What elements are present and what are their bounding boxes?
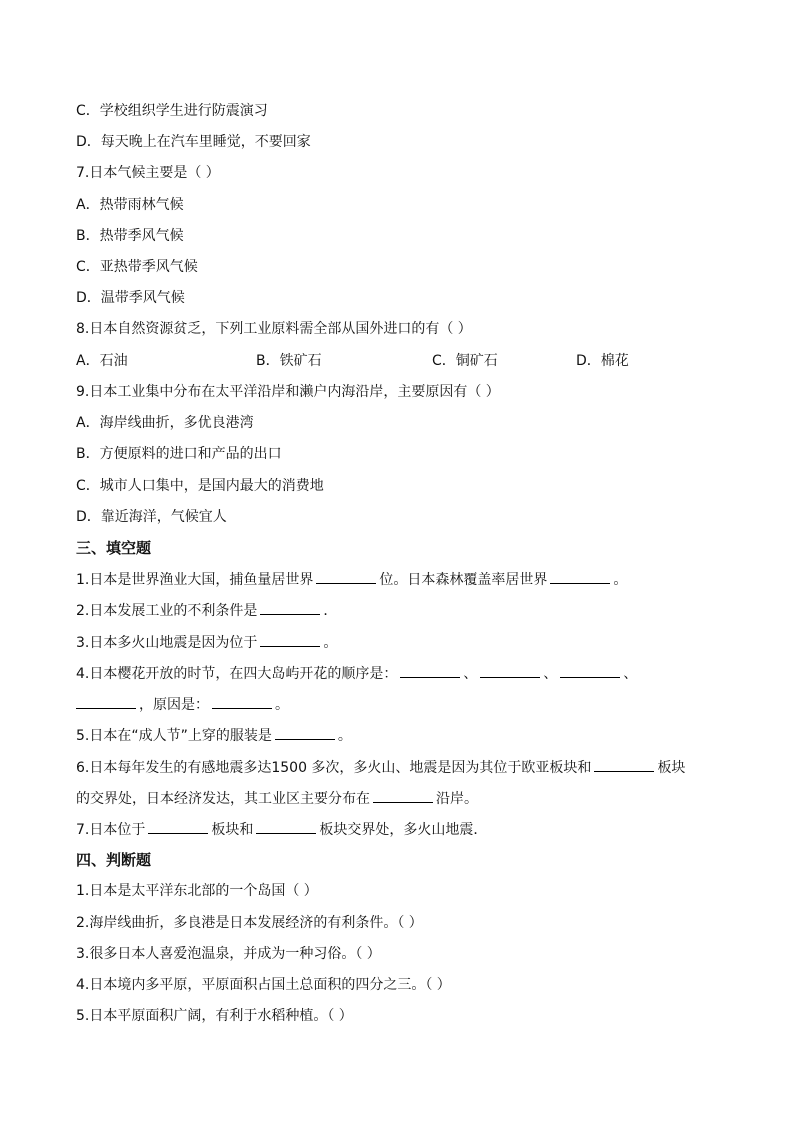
judge-question-1: 1.日本是太平洋东北部的一个岛国（ ）	[76, 883, 318, 899]
fill-question-3: 3.日本多火山地震是因为位于 。	[76, 632, 337, 653]
q9-option-c: C．城市人口集中，是国内最大的消费地	[76, 478, 324, 494]
q8-option-a: A．石油	[76, 353, 128, 369]
q7-option-b: B．热带季风气候	[76, 228, 184, 244]
answer-blank	[148, 819, 208, 834]
q9-option-a: A．海岸线曲折，多优良港湾	[76, 415, 254, 431]
answer-blank	[212, 694, 272, 709]
judge-question-2: 2.海岸线曲折，多良港是日本发展经济的有利条件。（ ）	[76, 915, 423, 931]
answer-blank	[316, 569, 376, 584]
answer-blank	[373, 788, 433, 803]
answer-blank	[480, 663, 540, 678]
answer-blank	[275, 725, 335, 740]
answer-blank	[260, 632, 320, 647]
q7-option-c: C．亚热带季风气候	[76, 259, 198, 275]
fill-question-6-cont: 的交界处，日本经济发达，其工业区主要分布在 沿岸。	[76, 788, 478, 809]
q6-option-c: C．学校组织学生进行防震演习	[76, 103, 268, 119]
fill-question-6: 6.日本每年发生的有感地震多达1500 多次，多火山、地震是因为其位于欧亚板块和 板块	[76, 757, 685, 778]
answer-blank	[400, 663, 460, 678]
answer-blank	[560, 663, 620, 678]
fill-question-1: 1.日本是世界渔业大国，捕鱼量居世界 位。日本森林覆盖率居世界 。	[76, 569, 627, 590]
fill-question-7: 7.日本位于 板块和 板块交界处，多火山地震．	[76, 819, 487, 840]
q7-option-a: A．热带雨林气候	[76, 197, 184, 213]
judge-question-5: 5.日本平原面积广阔，有利于水稻种植。（ ）	[76, 1008, 353, 1024]
q9-option-b: B．方便原料的进口和产品的出口	[76, 446, 282, 462]
answer-blank	[594, 757, 654, 772]
answer-blank	[76, 694, 136, 709]
section4-title: 四、判断题	[76, 851, 152, 869]
judge-question-4: 4.日本境内多平原，平原面积占国土总面积的四分之三。（ ）	[76, 977, 451, 993]
answer-blank	[256, 819, 316, 834]
judge-question-3: 3.很多日本人喜爱泡温泉，并成为一种习俗。（ ）	[76, 946, 381, 962]
q7-stem: 7.日本气候主要是（ ）	[76, 165, 220, 181]
q9-stem: 9.日本工业集中分布在太平洋沿岸和濑户内海沿岸，主要原因有（ ）	[76, 384, 500, 400]
section3-title: 三、填空题	[76, 539, 152, 557]
q6-option-d: D．每天晚上在汽车里睡觉，不要回家	[76, 134, 311, 150]
fill-question-4-cont: ，原因是： 。	[76, 694, 289, 715]
answer-blank	[260, 600, 320, 615]
q8-stem: 8.日本自然资源贫乏，下列工业原料需全部从国外进口的有（ ）	[76, 321, 472, 337]
q8-option-c: C．铜矿石	[432, 353, 498, 369]
fill-question-4: 4.日本樱花开放的时节，在四大岛屿开花的顺序是： 、 、 、	[76, 663, 637, 684]
answer-blank	[550, 569, 610, 584]
fill-question-2: 2.日本发展工业的不利条件是 ．	[76, 600, 337, 621]
q8-option-b: B．铁矿石	[256, 353, 322, 369]
q8-option-d: D．棉花	[576, 353, 629, 369]
q9-option-d: D．靠近海洋，气候宜人	[76, 509, 227, 525]
q7-option-d: D．温带季风气候	[76, 290, 185, 306]
fill-question-5: 5.日本在“成人节”上穿的服装是 。	[76, 725, 352, 746]
